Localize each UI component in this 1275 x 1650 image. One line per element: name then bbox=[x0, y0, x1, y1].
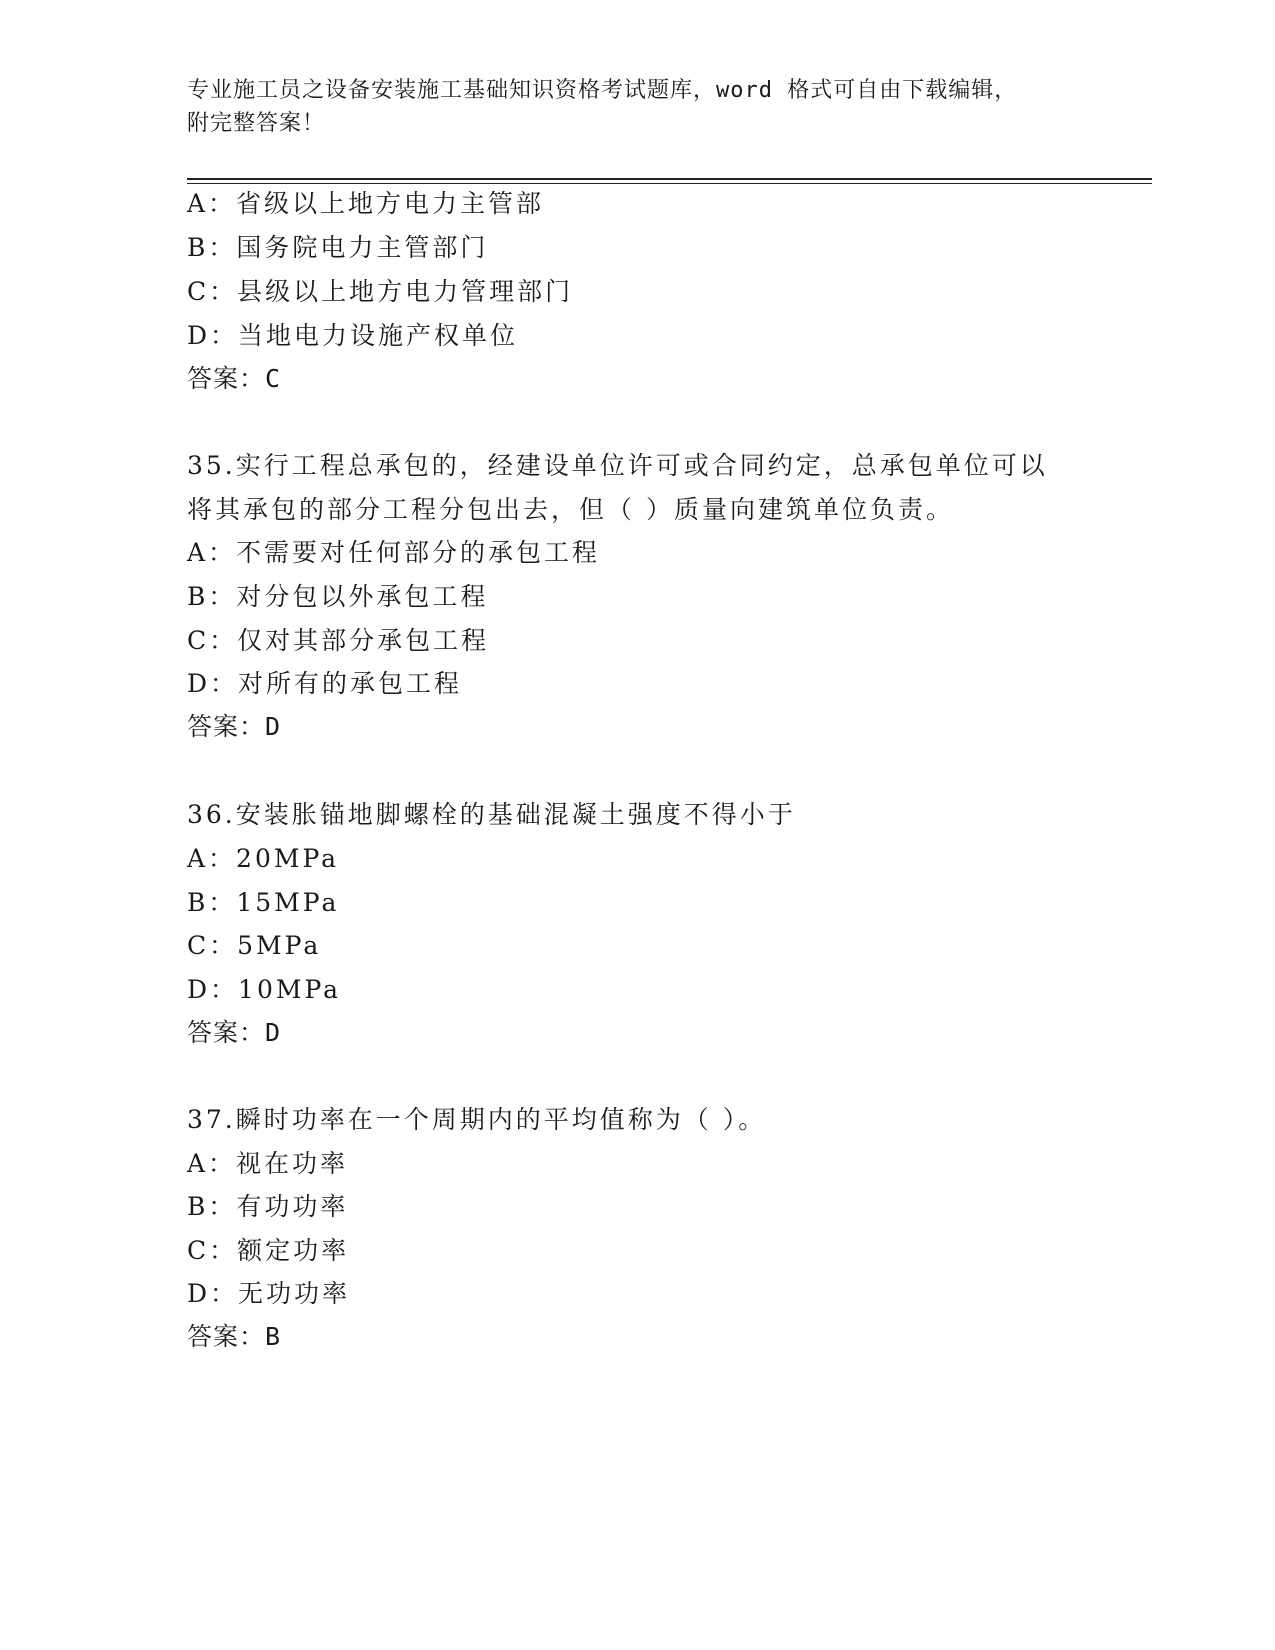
q35-answer bbox=[187, 711, 281, 743]
q37-option-c: C：额定功率 bbox=[187, 1236, 350, 1265]
answer-value: D bbox=[265, 1018, 282, 1047]
q34-option-c: C：县级以上地方电力管理部门 bbox=[187, 277, 574, 306]
q37-option-a: A：视在功率 bbox=[187, 1149, 349, 1178]
q37-option-b: B：有功功率 bbox=[187, 1192, 349, 1221]
answer-value: D bbox=[265, 712, 282, 741]
header-line-2: 附完整答案！ bbox=[187, 111, 326, 136]
q36-option-b: B：15MPa bbox=[187, 888, 340, 917]
q34-answer bbox=[187, 363, 281, 395]
answer-label: 答案： bbox=[187, 364, 266, 393]
q36-option-c: C：5MPa bbox=[187, 931, 322, 960]
q35-question-line-2: 将其承包的部分工程分包出去，但（ ）质量向建筑单位负责。 bbox=[187, 495, 954, 524]
q36-question: 36.安装胀锚地脚螺栓的基础混凝土强度不得小于 bbox=[187, 800, 796, 829]
q35-option-a: A：不需要对任何部分的承包工程 bbox=[187, 538, 601, 567]
q35-option-c: C：仅对其部分承包工程 bbox=[187, 626, 490, 655]
q34-option-a: A：省级以上地方电力主管部 bbox=[187, 189, 545, 218]
header-line-1: 专业施工员之设备安装施工基础知识资格考试题库，word 格式可自由下载编辑， bbox=[187, 78, 1018, 103]
q34-option-d: D：当地电力设施产权单位 bbox=[187, 321, 519, 350]
answer-value: B bbox=[265, 1322, 282, 1351]
q37-answer bbox=[187, 1321, 281, 1353]
q35-question-line-1: 35.实行工程总承包的，经建设单位许可或合同约定，总承包单位可以 bbox=[187, 451, 1048, 480]
answer-label: 答案： bbox=[187, 1322, 266, 1351]
header-divider bbox=[187, 178, 1152, 184]
q35-option-b: B：对分包以外承包工程 bbox=[187, 582, 489, 611]
answer-label: 答案： bbox=[187, 712, 266, 741]
q37-question: 37.瞬时功率在一个周期内的平均值称为（ ）。 bbox=[187, 1105, 767, 1134]
document-header bbox=[187, 74, 1087, 140]
q36-option-a: A：20MPa bbox=[187, 844, 340, 873]
q36-option-d: D：10MPa bbox=[187, 975, 342, 1004]
q35-option-d: D：对所有的承包工程 bbox=[187, 669, 463, 698]
answer-label: 答案： bbox=[187, 1018, 266, 1047]
answer-value: C bbox=[265, 364, 282, 393]
q34-option-b: B：国务院电力主管部门 bbox=[187, 233, 489, 262]
q37-option-d: D：无功功率 bbox=[187, 1279, 351, 1308]
q36-answer bbox=[187, 1017, 281, 1049]
